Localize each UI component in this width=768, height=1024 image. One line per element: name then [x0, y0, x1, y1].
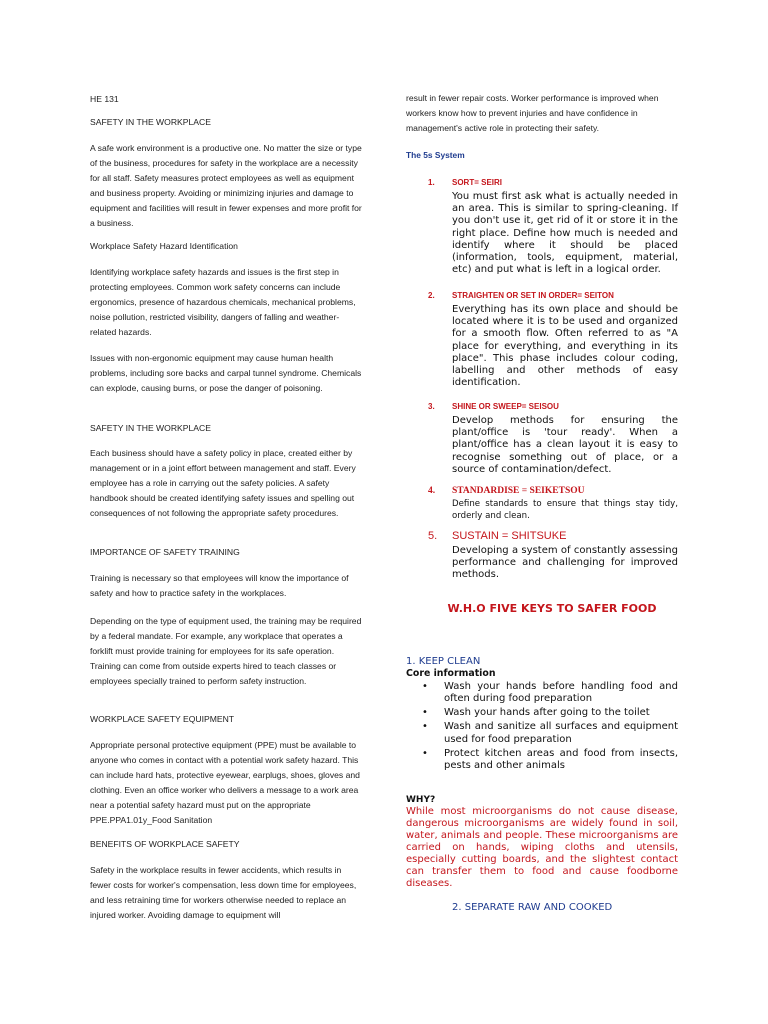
list-item-text: Wash your hands before handling food and often during food preparation	[444, 681, 678, 705]
list-item	[406, 721, 678, 746]
separate-heading: 2. SEPARATE RAW AND COOKED	[452, 902, 613, 913]
why-label: WHY?	[406, 795, 436, 805]
list-item-text: Protect kitchen areas and food from insects, pests and other animals	[444, 747, 678, 771]
item-description: Developing a system of constantly assessing performance and challenging for improved methods.	[452, 545, 678, 581]
hazard-heading: Workplace Safety Hazard Identification	[90, 241, 238, 251]
benefits-paragraph: Safety in the workplace results in fewer accidents, which results in fewer costs for worker's compensation, less down time for employees, and less retraining time for workers otherwise needed to replace an injured worker. Avoiding damage to equipment will	[90, 865, 357, 920]
item-number: 3.	[428, 402, 435, 411]
training-paragraph-1: Training is necessary so that employees will know the importance of safety and how to practice safety in the workplaces.	[90, 573, 349, 598]
item-description: Everything has its own place and should be located where it is to be used and organized for a smooth flow. Often referred to as "A place for everything, and everything in its place". This phase includes colour coding, labelling and other methods of easy identification.	[452, 304, 678, 389]
item-description: You must first ask what is actually needed in an area. This is similar to spring-cleaning. If you don't use it, get rid of it or store it in the right place. Define how much is needed and identify where it should be placed (information, tools, equipment, material, etc) and put what is left in a logical order.	[452, 191, 678, 276]
bullet-marker: •	[422, 747, 428, 759]
item-number: 1.	[428, 178, 435, 187]
item-title: SHINE OR SWEEP= SEISOU	[452, 402, 559, 411]
keep-clean-heading: 1. KEEP CLEAN	[406, 656, 481, 667]
continued-paragraph: result in fewer repair costs. Worker performance is improved when workers know how to prevent injuries and have confidence in management's active role in protecting their safety.	[406, 93, 659, 133]
training-heading: IMPORTANCE OF SAFETY TRAINING	[90, 547, 240, 557]
list-item-text: Wash your hands after going to the toilet	[444, 707, 650, 719]
intro-paragraph: A safe work environment is a productive one. No matter the size or type of the business, procedures for safety in the workplace are a necessity for all staff. Safety measures protect employees as well as equipment and business property. Avoiding or minimizing injuries and damage to equipment and facilities will result in fewer expenses and more profit for a business.	[90, 143, 362, 228]
list-item	[406, 681, 678, 706]
hazard-paragraph-1: Identifying workplace safety hazards and issues is the first step in protecting employees. Common work safety concerns can include ergonomics, presence of hazardous chemicals, mechanical problems, noise pollution, restricted visibility, dangers of falling and weather-related hazards.	[90, 267, 356, 337]
bullet-marker: •	[422, 707, 428, 719]
item-number: 2.	[428, 291, 435, 300]
item-title: STRAIGHTEN OR SET IN ORDER= SEITON	[452, 291, 614, 300]
training-paragraph-2: Depending on the type of equipment used, the training may be required by a federal mandate. For example, any workplace that operates a forklift must provide training for employees for its safe operation. Training can come from outside experts hired to teach classes or employees specially trained to perform safety instruction.	[90, 616, 362, 686]
course-code: HE 131	[90, 94, 119, 104]
item-description: Define standards to ensure that things stay tidy, orderly and clean.	[452, 499, 678, 521]
bullet-marker: •	[422, 721, 428, 733]
benefits-heading: BENEFITS OF WORKPLACE SAFETY	[90, 839, 240, 849]
list-item	[406, 707, 678, 719]
list-item-text: Wash and sanitize all surfaces and equipment used for food preparation	[444, 721, 678, 745]
why-paragraph: While most microorganisms do not cause disease, dangerous microorganisms are widely found in soil, water, animals and people. These microorganisms are carried on hands, wiping cloths and utensils, especially cutting boards, and the slightest contact can transfer them to food and cause foodborne diseases.	[406, 806, 678, 889]
item-description: Develop methods for ensuring the plant/office is 'tour ready'. When a plant/office has a clean layout it is easy to recognise something out of place, or a source of contamination/defect.	[452, 415, 678, 475]
item-title: STANDARDISE = SEIKETSOU	[452, 486, 585, 496]
document-title: SAFETY IN THE WORKPLACE	[90, 117, 211, 127]
hazard-paragraph-2: Issues with non-ergonomic equipment may cause human health problems, including sore backs and carpal tunnel syndrome. Chemicals can explode, causing burns, or pose the danger of poisoning.	[90, 353, 362, 393]
item-title: SUSTAIN = SHITSUKE	[452, 530, 567, 542]
item-number: 5.	[428, 530, 438, 542]
equipment-paragraph: Appropriate personal protective equipment (PPE) must be available to anyone who comes in contact with a potential work safety hazard. This can include hard hats, protective eyewear, earplugs, shoes, gloves and clothing. Even an office worker who delivers a message to a work area near a potential safety hazard must put on the appropriate PPE.PPA1.01y_Food Sanitation	[90, 740, 360, 825]
core-information-label: Core information	[406, 668, 496, 679]
safety-heading: SAFETY IN THE WORKPLACE	[90, 423, 211, 433]
item-title: SORT= SEIRI	[452, 178, 503, 187]
keep-clean-list	[406, 681, 678, 774]
item-number: 4.	[428, 486, 436, 496]
safety-paragraph: Each business should have a safety policy in place, created either by management or in a joint effort between management and staff. Every employee has a role in carrying out the safety policies. A safety handbook should be created identifying safety issues and spelling out consequences of not following the appropriate safety procedures.	[90, 448, 356, 518]
list-item	[406, 748, 678, 773]
five-s-heading: The 5s System	[406, 150, 465, 160]
equipment-heading: WORKPLACE SAFETY EQUIPMENT	[90, 714, 235, 724]
who-heading: W.H.O FIVE KEYS TO SAFER FOOD	[447, 602, 657, 615]
bullet-marker: •	[422, 681, 428, 692]
